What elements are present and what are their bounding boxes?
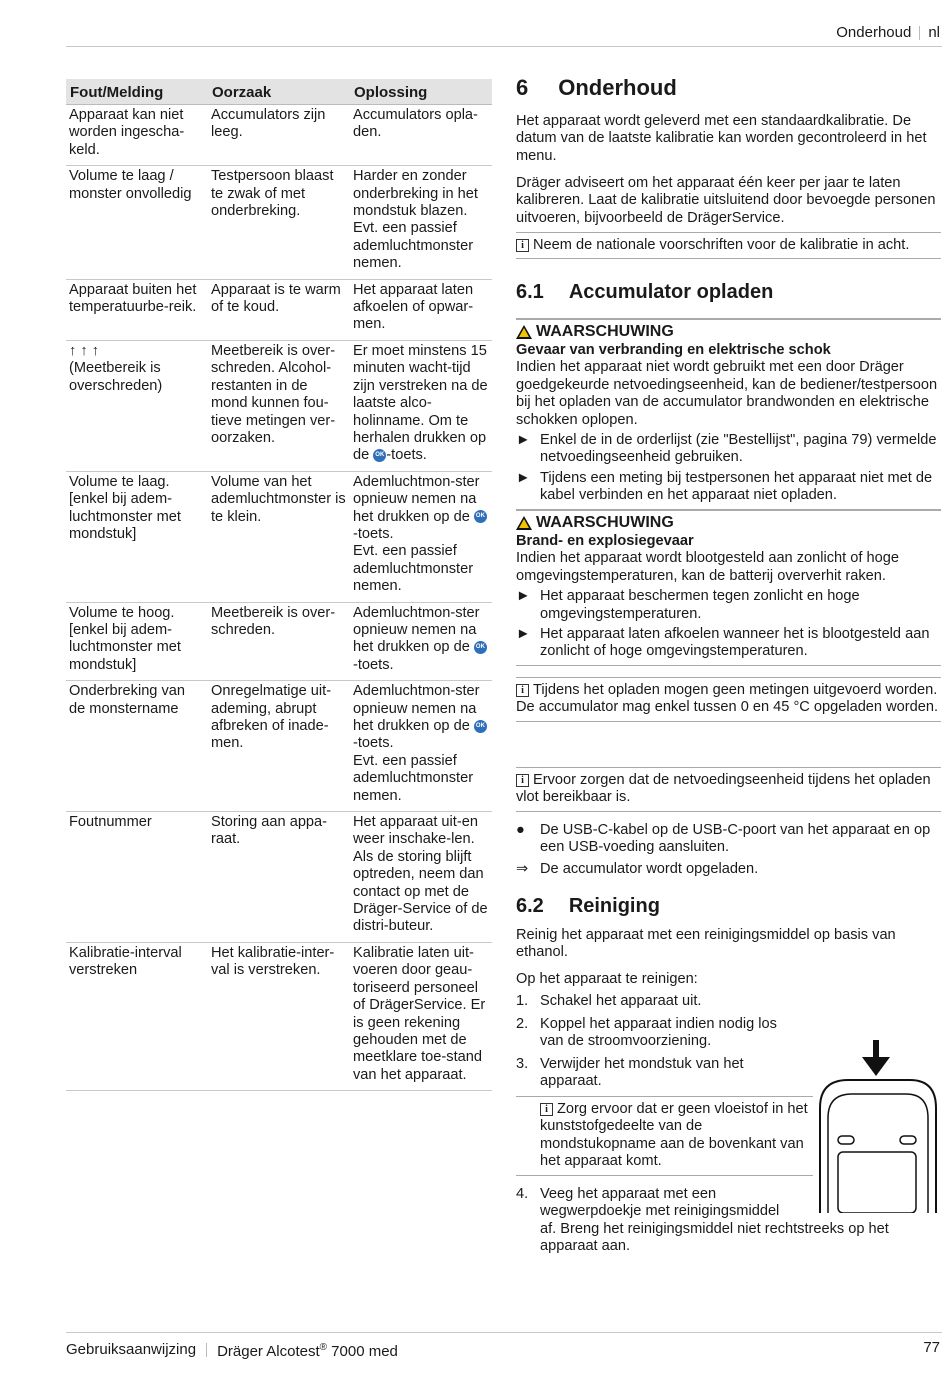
- list-item-text: Schakel het apparaat uit.: [540, 993, 702, 1009]
- info-note: [516, 1096, 813, 1176]
- table-cell: Het kalibratie-inter-val is verstreken.: [208, 942, 350, 1090]
- ok-key-icon: OK: [474, 720, 487, 733]
- result-arrow-icon: ⇒: [516, 861, 529, 877]
- info-note: [516, 677, 941, 722]
- warning-icon: [516, 325, 532, 339]
- table-cell: Accumulators opla-den.: [350, 105, 492, 166]
- ok-key-icon: OK: [474, 641, 487, 654]
- note-text: Tijdens het opladen mogen geen metingen uitgevoerd worden.: [533, 682, 938, 698]
- table-row: [66, 166, 492, 279]
- list-item: [516, 470, 941, 505]
- table-header-row: [66, 79, 492, 105]
- paragraph: Het apparaat wordt geleverd met een standaardkalibratie. De datum van de laatste kalibratie kan worden gecontroleerd in het menu.: [516, 113, 927, 164]
- note-text: Neem de nationale voorschriften voor de kalibratie in acht.: [533, 237, 910, 253]
- section-heading: [516, 894, 941, 918]
- footer-divider: [206, 1343, 207, 1357]
- section-title: Onderhoud: [558, 75, 677, 100]
- arrow-icon: ►: [516, 588, 531, 605]
- list-item-text: Verwijder het mondstuk van het apparaat.: [540, 1056, 744, 1090]
- list-item-text: Koppel het apparaat indien nodig los van de stroomvoorziening.: [540, 1016, 777, 1050]
- table-cell: Testpersoon blaast te zwak of met onderbreking.: [208, 166, 350, 279]
- column-header: Oorzaak: [208, 79, 350, 105]
- ok-key-icon: OK: [474, 510, 487, 523]
- divider: [516, 665, 941, 666]
- list-item-text: De accumulator wordt opgeladen.: [540, 861, 759, 877]
- header-rule: [66, 46, 942, 47]
- table-row: [66, 340, 492, 471]
- list-item: [516, 1056, 801, 1091]
- table-cell: Volume te laag. [enkel bij adem-luchtmonster met mondstuk]: [66, 471, 208, 602]
- table-cell: Storing aan appa-raat.: [208, 812, 350, 943]
- table-cell: Apparaat kan niet worden ingescha-keld.: [66, 105, 208, 166]
- table-cell: [350, 340, 492, 471]
- section-heading: [516, 75, 941, 101]
- header-lang: nl: [928, 24, 940, 41]
- table-cell: Onregelmatige uit-ademing, abrupt afbreken of inade-men.: [208, 681, 350, 812]
- step-number: 1.: [516, 993, 529, 1009]
- divider: [516, 318, 941, 320]
- info-icon: i: [516, 684, 529, 697]
- table-row: [66, 279, 492, 340]
- table-cell: Volume te hoog. [enkel bij adem-luchtmonster met mondstuk]: [66, 602, 208, 681]
- note-text: Ervoor zorgen dat de netvoedingseenheid tijdens het opladen vlot bereikbaar is.: [516, 772, 931, 806]
- table-cell: Harder en zonder onderbreking in het mondstuk blazen. Evt. een passief ademluchtmonster nemen.: [350, 166, 492, 279]
- list-item: [516, 822, 941, 857]
- table-cell: Kalibratie-interval verstreken: [66, 942, 208, 1090]
- list-item-text: af. Breng het reinigingsmiddel niet rechtstreeks op het apparaat aan.: [540, 1221, 889, 1255]
- paragraph: Dräger adviseert om het apparaat één keer per jaar te laten kalibreren. Laat de kalibratie uitsluitend door bevoegde personen uitvoeren, bijvoorbeeld de DrägerService.: [516, 175, 936, 226]
- list-item: [516, 1186, 801, 1221]
- product-model: 7000 med: [327, 1343, 398, 1360]
- cell-text: -toets.: [386, 447, 427, 464]
- device-illustration: [814, 1038, 942, 1213]
- info-note: [516, 232, 941, 259]
- cell-text: -toets. Evt. een passief ademluchtmonster nemen.: [353, 735, 474, 804]
- product-name: Dräger Alcotest: [217, 1343, 320, 1360]
- warning-subtitle: Brand- en explosiegevaar: [516, 533, 694, 549]
- list-item: [516, 993, 801, 1010]
- list-item-text: Tijdens een meting bij testpersonen het apparaat niet met de kabel verbinden en het apparaat niet opladen.: [540, 469, 933, 504]
- table-cell: Accumulators zijn leeg.: [208, 105, 350, 166]
- section-heading: [516, 280, 941, 304]
- info-icon: i: [516, 774, 529, 787]
- warning-label: WAARSCHUWING: [536, 514, 674, 531]
- cell-text: Ademluchtmon-ster opnieuw nemen na het drukken op de: [353, 604, 480, 656]
- warning-block: [516, 513, 941, 661]
- table-cell: Meetbereik is over-schreden. Alcohol-restanten in de mond kunnen fou-tieve metingen ver-oorzaken.: [208, 340, 350, 471]
- table-cell: [350, 471, 492, 602]
- warning-text: Indien het apparaat niet wordt gebruikt met een door Dräger goedgekeurde netvoedingseenheid, kan de bediener/testpersoon bij het opladen van de accumulator brandwonden en elektrische schokken oplopen.: [516, 359, 938, 428]
- step-number: 4.: [516, 1186, 529, 1202]
- page-number: 77: [923, 1339, 940, 1356]
- table-cell: [350, 681, 492, 812]
- list-item-text: De USB-C-kabel op de USB-C-poort van het apparaat en op een USB-voeding aansluiten.: [540, 822, 931, 856]
- section-title: Accumulator opladen: [568, 281, 774, 303]
- warning-block: [516, 322, 941, 505]
- warning-subtitle: Gevaar van verbranding en elektrische schok: [516, 342, 831, 358]
- warning-icon: [516, 516, 532, 530]
- table-row: [66, 942, 492, 1090]
- list-item: [516, 588, 941, 623]
- page-header: [836, 24, 940, 41]
- warning-text: Indien het apparaat wordt blootgesteld aan zonlicht of hoge omgevingstemperaturen, kan de batterij oververhit raken.: [516, 550, 899, 584]
- table-cell: Het apparaat laten afkoelen of opwar-men.: [350, 279, 492, 340]
- warning-title: [516, 322, 941, 342]
- table-row: [66, 105, 492, 166]
- list-item-text: Enkel de in de orderlijst (zie "Bestellijst", pagina 79) vermelde netvoedingseenheid gebruiken.: [540, 432, 937, 466]
- arrow-icon: ►: [516, 432, 531, 449]
- paragraph: Op het apparaat te reinigen:: [516, 971, 698, 987]
- registered-mark: ®: [319, 1342, 327, 1353]
- table-cell: Onderbreking van de monstername: [66, 681, 208, 812]
- arrow-icon: ►: [516, 626, 531, 643]
- table-row: [66, 812, 492, 943]
- page-footer: [66, 1339, 398, 1360]
- list-item-text: Veeg het apparaat met een wegwerpdoekje met reinigingsmiddel: [540, 1186, 780, 1220]
- list-item-text: Het apparaat beschermen tegen zonlicht en hoge omgevingstemperaturen.: [540, 588, 860, 622]
- table-cell: [350, 602, 492, 681]
- section-number: 6.2: [516, 895, 544, 917]
- section-title: Reiniging: [568, 895, 660, 917]
- cell-text: -toets.: [353, 656, 394, 673]
- ok-key-icon: OK: [373, 449, 386, 462]
- table-row: [66, 471, 492, 602]
- info-icon: i: [540, 1103, 553, 1116]
- column-header: Oplossing: [350, 79, 492, 105]
- list-item: [516, 432, 941, 467]
- header-divider: [919, 26, 920, 40]
- info-note: [516, 767, 941, 812]
- table-row: [66, 602, 492, 681]
- cell-text: Er moet minstens 15 minuten wacht-tijd zijn verstreken na de laatste alco-holinname. Om te herhalen drukken op de: [353, 342, 488, 464]
- list-item: [516, 626, 941, 661]
- note-text: Zorg ervoor dat er geen vloeistof in het kunststofgedeelte van de mondstukopname aan de bovenkant van het apparaat komt.: [540, 1101, 808, 1170]
- cell-text: Ademluchtmon-ster opnieuw nemen na het drukken op de: [353, 683, 480, 734]
- list-item: [516, 861, 941, 878]
- footer-rule: [66, 1332, 942, 1333]
- info-icon: i: [516, 239, 529, 252]
- list-item: [516, 1016, 801, 1051]
- table-cell: Kalibratie laten uit-voeren door geau-toriseerd personeel of DrägerService. Er is geen rekening gehouden met de meetklare toe-stand van het apparaat.: [350, 942, 492, 1090]
- note-text: De accumulator mag enkel tussen 0 en 45 °C opgeladen worden.: [516, 699, 939, 716]
- table-cell: Volume te laag / monster onvolledig: [66, 166, 208, 279]
- error-table: [66, 79, 492, 1091]
- warning-title: [516, 513, 941, 533]
- step-number: 2.: [516, 1016, 529, 1032]
- table-cell: Apparaat buiten het temperatuurbe-reik.: [66, 279, 208, 340]
- list-item-text: Het apparaat laten afkoelen wanneer het is blootgesteld aan zonlicht of hoge omgevingstemperaturen.: [540, 626, 930, 660]
- footer-doc: Gebruiksaanwijzing: [66, 1341, 197, 1358]
- cell-text: Ademluchtmon-ster opnieuw nemen na het drukken op de: [353, 473, 480, 525]
- step-number: 3.: [516, 1056, 529, 1072]
- arrow-icon: ►: [516, 469, 531, 486]
- column-header: Fout/Melding: [66, 79, 208, 105]
- header-section: Onderhoud: [836, 24, 912, 41]
- paragraph: Reinig het apparaat met een reinigingsmiddel op basis van ethanol.: [516, 927, 896, 961]
- table-row: [66, 681, 492, 812]
- table-cell: Foutnummer: [66, 812, 208, 943]
- section-number: 6.1: [516, 281, 544, 303]
- cell-text: -toets. Evt. een passief ademluchtmonster nemen.: [353, 525, 474, 595]
- warning-label: WAARSCHUWING: [536, 323, 674, 340]
- table-cell: ↑ ↑ ↑ (Meetbereik is overschreden): [66, 340, 208, 471]
- section-number: 6: [516, 75, 529, 100]
- footer-product: [217, 1339, 398, 1360]
- table-cell: Meetbereik is over-schreden.: [208, 602, 350, 681]
- table-cell: Volume van het ademluchtmonster is te klein.: [208, 471, 350, 602]
- divider: [516, 509, 941, 511]
- table-cell: Het apparaat uit-en weer inschake-len. Als de storing blijft optreden, neem dan contact op met de Dräger-Service of de distri-buteur.: [350, 812, 492, 943]
- table-cell: Apparaat is te warm of te koud.: [208, 279, 350, 340]
- bullet-icon: ●: [516, 822, 525, 838]
